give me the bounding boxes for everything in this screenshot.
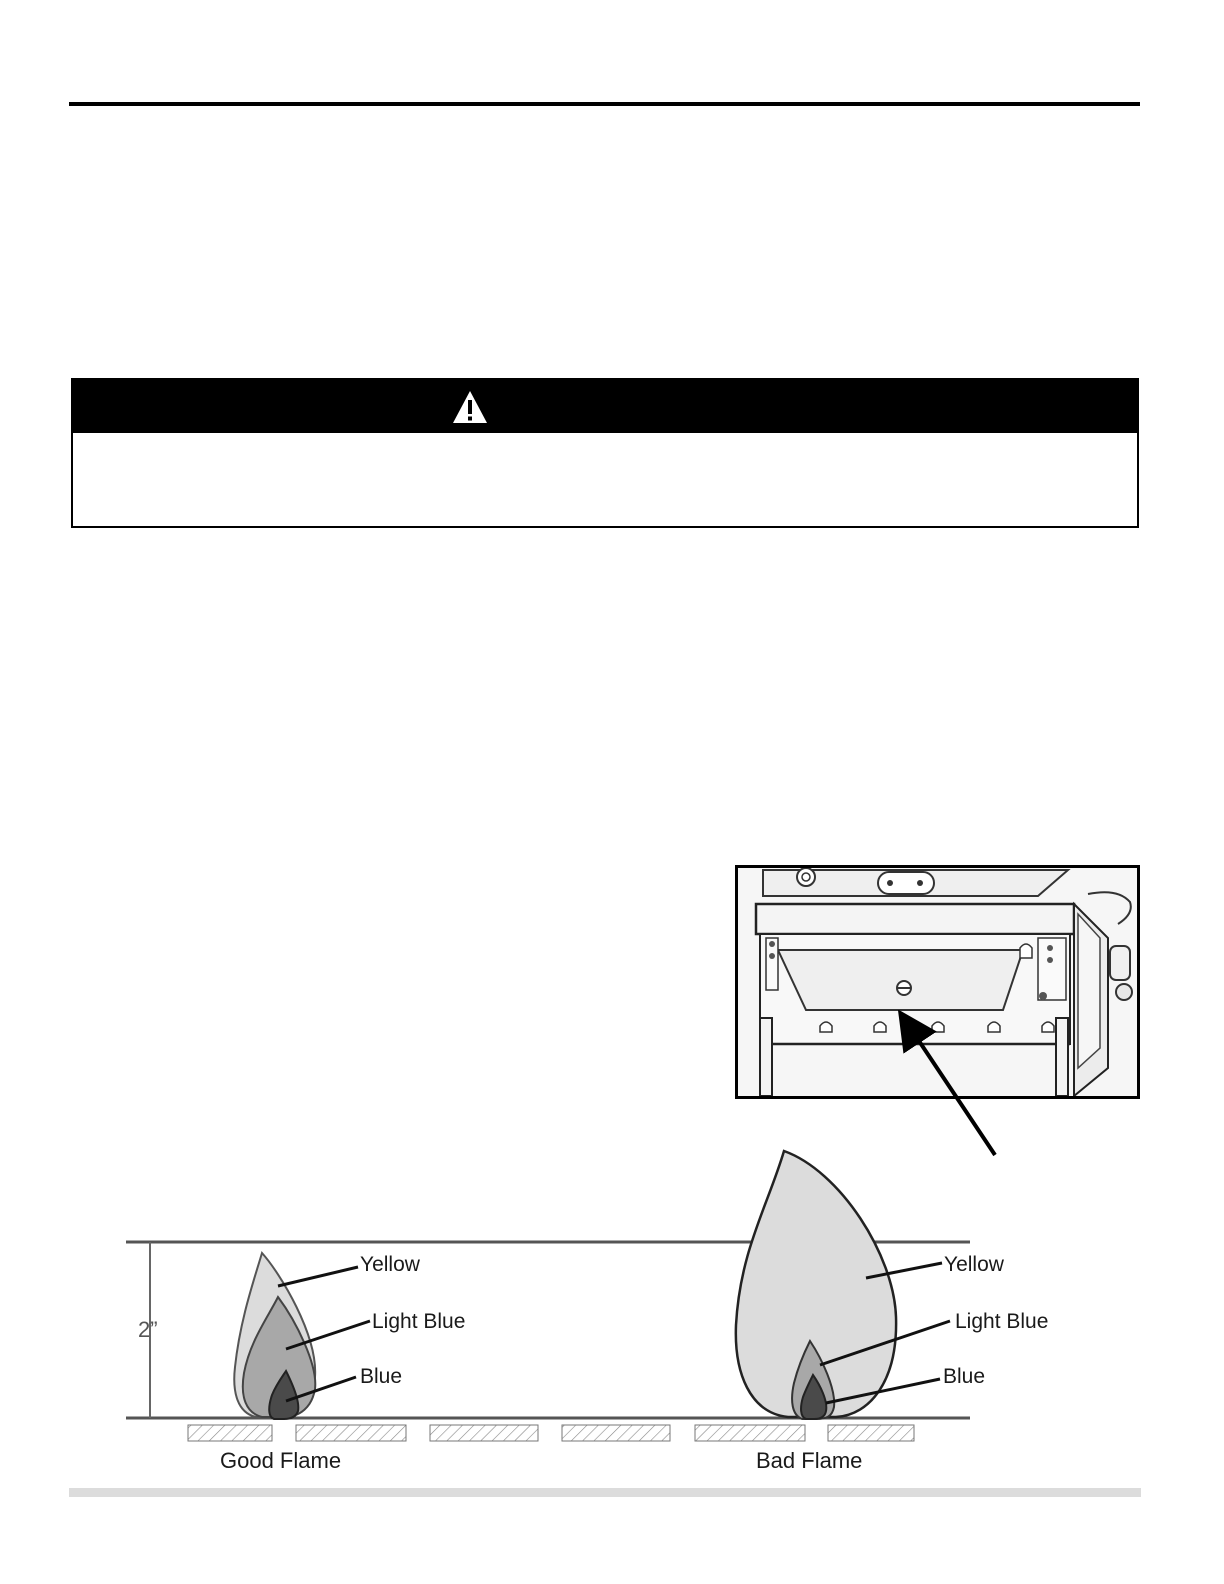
bad-flame-caption: Bad Flame bbox=[756, 1448, 863, 1473]
warning-box bbox=[71, 378, 1139, 528]
footer-band bbox=[69, 1488, 1141, 1497]
bad-flame-light-blue-label: Light Blue bbox=[955, 1310, 1049, 1333]
good-flame-yellow-label: Yellow bbox=[360, 1253, 420, 1276]
bad-flame-blue-label: Blue bbox=[943, 1365, 986, 1388]
top-rule bbox=[69, 102, 1140, 106]
flame-diagram bbox=[120, 1145, 1100, 1485]
height-label: 2” bbox=[138, 1317, 158, 1342]
bad-flame-yellow-label: Yellow bbox=[944, 1253, 1004, 1276]
warning-header bbox=[73, 380, 1137, 433]
burner-ports bbox=[188, 1425, 914, 1441]
good-flame-caption: Good Flame bbox=[220, 1448, 342, 1473]
warning-triangle-icon bbox=[451, 389, 489, 425]
callout-arrow bbox=[895, 1010, 1005, 1160]
good-flame-blue-label: Blue bbox=[360, 1365, 403, 1388]
good-flame-light-blue-label: Light Blue bbox=[372, 1310, 466, 1333]
